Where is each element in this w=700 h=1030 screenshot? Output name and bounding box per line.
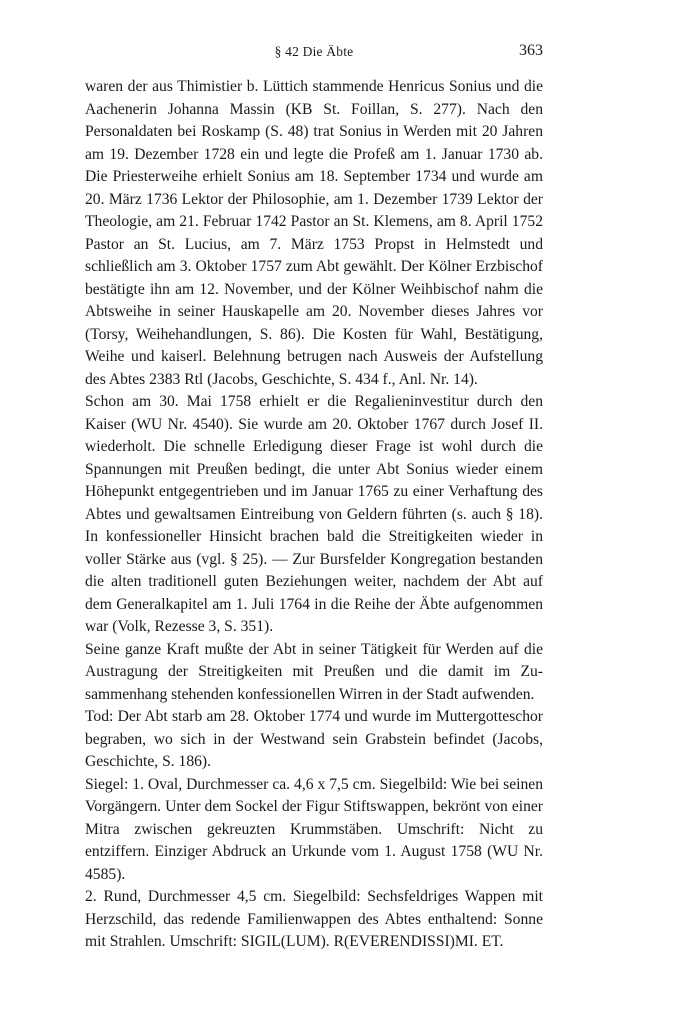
- page-header: [85, 36, 543, 64]
- paragraph-regalia-investiture: Schon am 30. Mai 1758 erhielt er die Regalieninvestitur durch den Kaiser (WU Nr. 4540). Sie wurde am 20. Oktober 1767 durch Josef II. wiederholt. Die schnelle Erledigung dieser Frage ist wohl durch die Spannungen mit Preußen bedingt, die unter Abt Sonius wieder einem Höhepunkt entgegentrieben und im Januar 1765 zu einer Verhaftung des Abtes und gewaltsamen Eintreibung von Geldern führten (s. auch § 18). In konfessioneller Hinsicht brachen bald die Streitigkeiten wieder in voller Stärke aus (vgl. § 25). — Zur Bursfelder Kongregation bestanden die alten traditionell guten Beziehungen weiter, nachdem der Abt auf dem Generalkapitel am 1. Juli 1764 in die Reihe der Äbte aufgenommen war (Volk, Rezesse 3, S. 351).: [85, 393, 543, 635]
- body-text: [85, 76, 543, 954]
- paragraph-seal-2: 2. Rund, Durchmesser 4,5 cm. Siegelbild: Sechsfeldriges Wappen mit Herzschild, das redende Familienwappen des Abtes enthaltend: Sonne mit Strahlen. Umschrift: SIGIL(LUM). R(EVERENDISSI)MI. ET.: [85, 888, 543, 950]
- paragraph-disputes-prussia: Seine ganze Kraft mußte der Abt in seiner Tätigkeit für Werden auf die Austragung der Streitigkeiten mit Preußen und die damit im Zusammenhang stehenden konfessionellen Wirren in der Stadt aufwenden.: [85, 640, 543, 703]
- page-number: 363: [519, 42, 543, 59]
- running-title: § 42 Die Äbte: [274, 44, 354, 59]
- paragraph-death: Tod: Der Abt starb am 28. Oktober 1774 und wurde im Muttergotteschor begraben, wo sich in der Westwand sein Grabstein befindet (Jacobs, Geschichte, S. 186).: [85, 708, 543, 770]
- document-page: [85, 36, 543, 954]
- paragraph-seal-1: Siegel: 1. Oval, Durchmesser ca. 4,6 x 7,5 cm. Siegelbild: Wie bei seinen Vorgängern. Unter dem Sockel der Figur Stiftswappen, bekrönt von einer Mitra zwischen gekreuzten Krummstäben. Umschrift: Nicht zu entziffern. Einziger Abdruck an Urkunde vom 1. August 1758 (WU Nr. 4585).: [85, 775, 543, 883]
- paragraph-parents-and-career: waren der aus Thimistier b. Lüttich stammende Henricus Sonius und die Aachenerin Johanna Massin (KB St. Foillan, S. 277). Nach den Personaldaten bei Roskamp (S. 48) trat Sonius in Werden mit 20 Jahren am 19. Dezember 1728 ein und legte die Profeß am 1. Januar 1730 ab. Die Priesterweihe erhielt Sonius am 18. September 1734 und wurde am 20. März 1736 Lektor der Philosophie, am 1. Dezember 1739 Lektor der Theologie, am 21. Februar 1742 Pastor an St. Klemens, am 8. April 1752 Pastor an St. Lucius, am 7. März 1753 Propst in Helmstedt und schließlich am 3. Oktober 1757 zum Abt gewählt. Der Kölner Erzbischof bestätigte ihn am 12. November, und der Kölner Weihbischof nahm die Abtsweihe in seiner Hauskapelle am 20. November dieses Jahres vor (Torsy, Weihehandlungen, S. 86). Die Kosten für Wahl, Bestätigung, Weihe und kaiserl. Belehnung betrugen nach Ausweis der Aufstellung des Abtes 2383 Rtl (Jacobs, Geschichte, S. 434 f., Anl. Nr. 14).: [85, 78, 543, 388]
